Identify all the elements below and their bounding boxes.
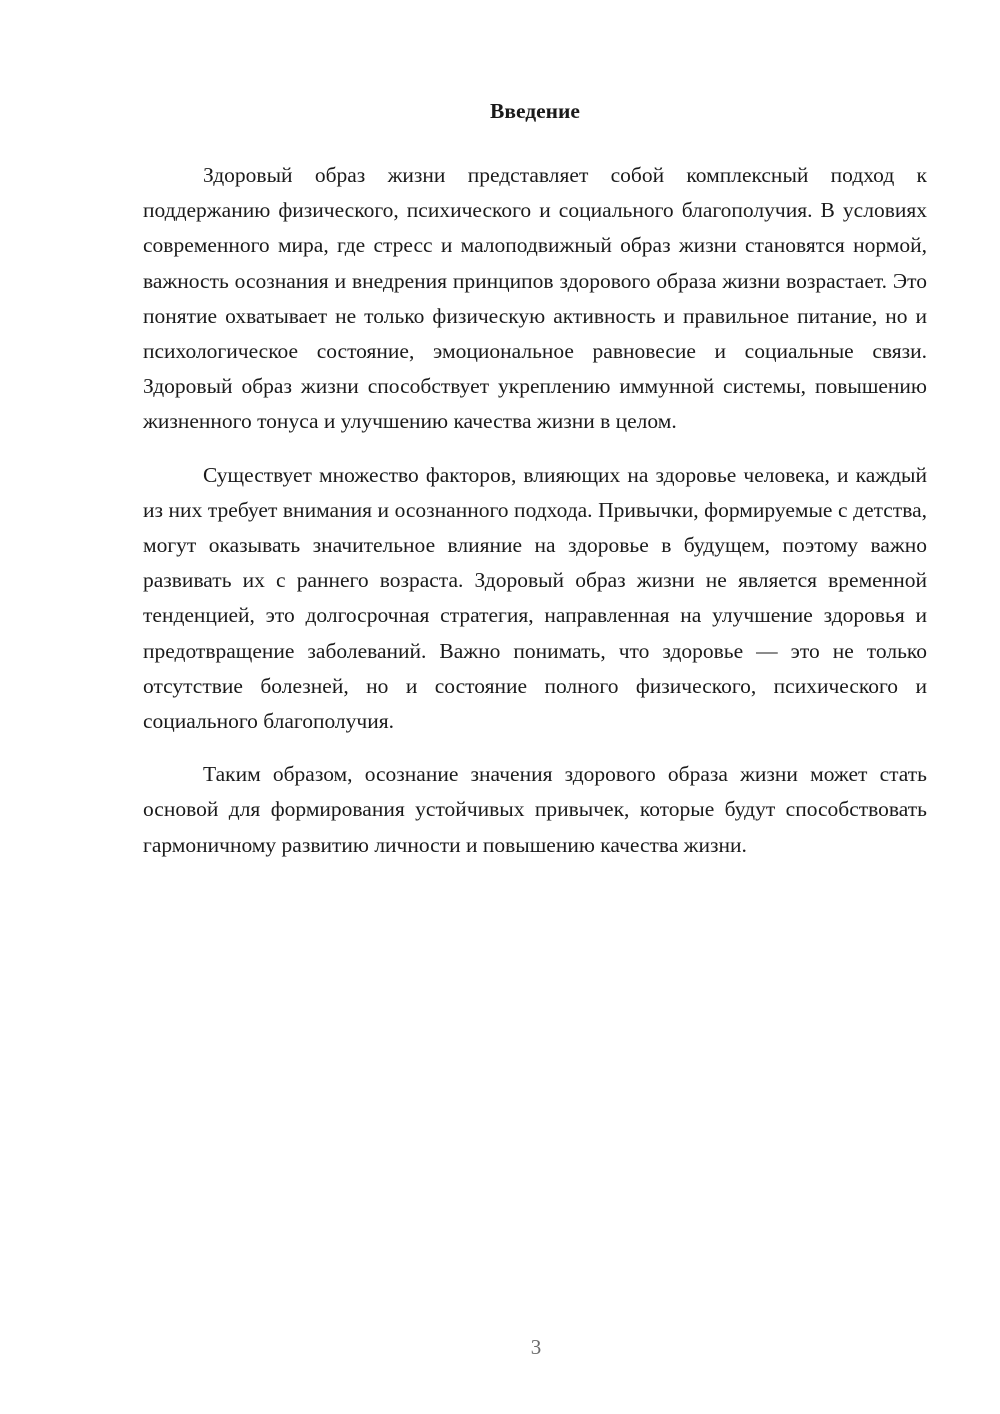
section-title: Введение [490, 99, 580, 123]
page-content [143, 96, 927, 863]
paragraph-1: Здоровый образ жизни представляет собой комплексный подход к поддержанию физического, психического и социального благополучия. В условиях современного мира, где стресс и малоподвижный образ жизни становятся нормой, важность осознания и внедрения принципов здорового образа жизни возрастает. Это понятие охватывает не только физическую активность и правильное питание, но и психологическое состояние, эмоциональное равновесие и социальные связи. Здоровый образ жизни способствует укреплению иммунной системы, повышению жизненного тонуса и улучшению качества жизни в целом. [143, 163, 927, 434]
paragraph-2: Существует множество факторов, влияющих на здоровье человека, и каждый из них требует внимания и осознанного подхода. Привычки, формируемые с детства, могут оказывать значительное влияние на здоровье в будущем, поэтому важно развивать их с раннего возраста. Здоровый образ жизни не является временной тенденцией, это долгосрочная стратегия, направленная на улучшение здоровья и предотвращение заболеваний. Важно понимать, что здоровье — это не только отсутствие болезней, но и состояние полного физического, психического и социального благополучия. [143, 462, 927, 734]
paragraph-3: Таким образом, осознание значения здорового образа жизни может стать основой для формирования устойчивых привычек, которые будут способствовать гармоничному развитию личности и повышению качества жизни. [143, 762, 927, 857]
page-number: 3 [530, 1335, 542, 1359]
